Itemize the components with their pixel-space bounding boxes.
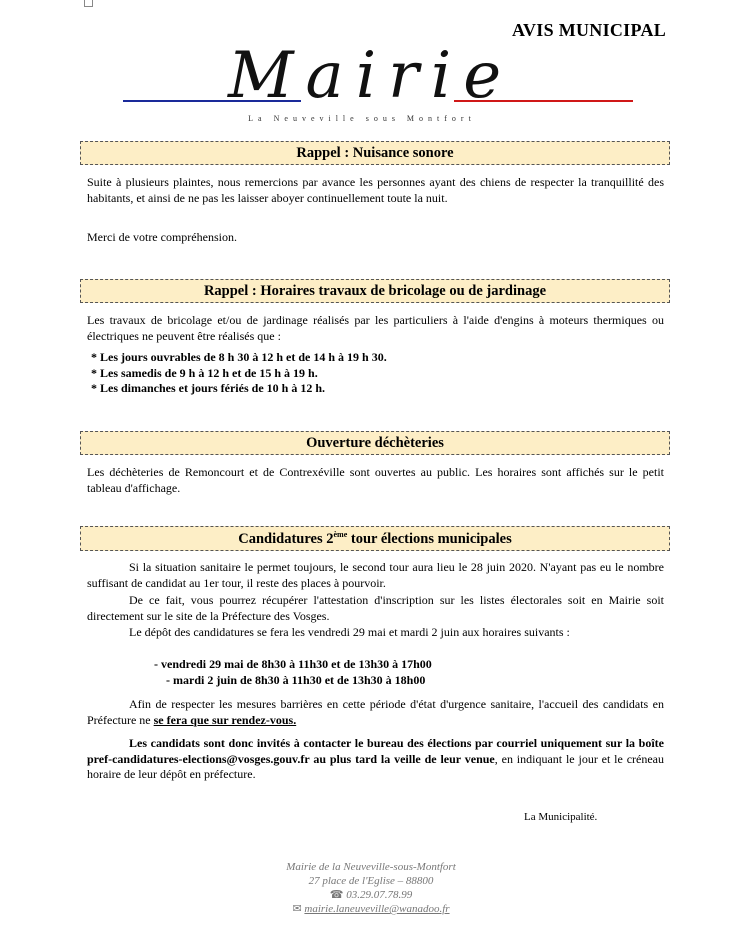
list-item: - mardi 2 juin de 8h30 à 11h30 et de 13h30 à 18h00 — [166, 673, 426, 687]
email-link[interactable]: mairie.laneuveville@wanadoo.fr — [304, 903, 450, 915]
list-item: * Les jours ouvrables de 8 h 30 à 12 h et de 14 h à 19 h 30. — [91, 350, 387, 364]
phone-icon: ☎ — [329, 889, 344, 901]
work-hours-list — [91, 350, 387, 397]
elections-paragraph-2: De ce fait, vous pourrez récupérer l'attestation d'inscription sur les listes électorales soit en Mairie soit directement sur le site de la Préfecture des Vosges. — [87, 593, 664, 623]
noise-paragraph: Suite à plusieurs plaintes, nous remercions par avance les personnes ayant des chiens de respecter la tranquillité des habitants, et ainsi de ne pas les laisser aboyer continuellement toute la nuit. — [87, 175, 664, 205]
logo-subtitle: La Neuveville sous Montfort — [248, 114, 476, 123]
notice-title: AVIS MUNICIPAL — [512, 20, 667, 40]
section-title-waste-centers: Ouverture déchèteries — [80, 431, 670, 455]
list-item: * Les samedis de 9 h à 12 h et de 15 h à 19 h. — [91, 365, 318, 380]
signature: La Municipalité. — [524, 811, 598, 823]
elections-paragraph-1: Si la situation sanitaire le permet toujours, le second tour aura lieu le 28 juin 2020. N'ayant pas eu le nombre suffisant de candidat au 1er tour, il reste des places à pourvoir. — [87, 560, 664, 590]
mairie-logo — [120, 36, 640, 131]
list-item: * Les dimanches et jours fériés de 10 h à 12 h. — [91, 381, 325, 395]
footer-address — [240, 860, 502, 916]
page-corner-mark — [84, 0, 93, 7]
footer-line: 27 place de l'Eglise – 88800 — [308, 875, 434, 887]
elections-paragraph-5: Les candidats sont donc invités à contacter le bureau des élections par courriel uniquement sur la boîte pref-candidatures-elections@vosges.gouv.fr au plus tard la veille de leur venue, en indiquant le jour et le créneau horaire de leur dépôt en préfecture. — [87, 736, 664, 781]
logo-word: Mairie — [228, 39, 514, 113]
section-title-elections: Candidatures 2ème tour élections municipales — [80, 526, 670, 551]
footer-phone: ☎ 03.29.07.78.99 — [329, 889, 413, 901]
work-hours-intro: Les travaux de bricolage et/ou de jardinage réalisés par les particuliers à l'aide d'engins à moteurs thermiques ou électriques ne peuvent être réalisés que : — [87, 313, 664, 343]
section-title-work-hours: Rappel : Horaires travaux de bricolage ou de jardinage — [80, 279, 670, 303]
elections-paragraph-3: Le dépôt des candidatures se fera les vendredi 29 mai et mardi 2 juin aux horaires suivants : — [129, 625, 570, 639]
section-title-noise: Rappel : Nuisance sonore — [80, 141, 670, 165]
noise-thanks: Merci de votre compréhension. — [87, 230, 237, 244]
list-item: - vendredi 29 mai de 8h30 à 11h30 et de 13h30 à 17h00 — [154, 657, 432, 671]
footer-email[interactable] — [240, 902, 502, 916]
footer-line: Mairie de la Neuveville-sous-Montfort — [286, 861, 456, 873]
elections-paragraph-4: Afin de respecter les mesures barrières en cette période d'état d'urgence sanitaire, l'accueil des candidats en Préfecture ne se fera que sur rendez-vous. — [87, 697, 664, 727]
elections-schedule — [154, 656, 432, 688]
waste-centers-paragraph: Les déchèteries de Remoncourt et de Contrexéville sont ouvertes au public. Les horaires sont affichés sur le petit tableau d'affichage. — [87, 465, 664, 495]
mail-icon: ✉ — [292, 903, 302, 915]
